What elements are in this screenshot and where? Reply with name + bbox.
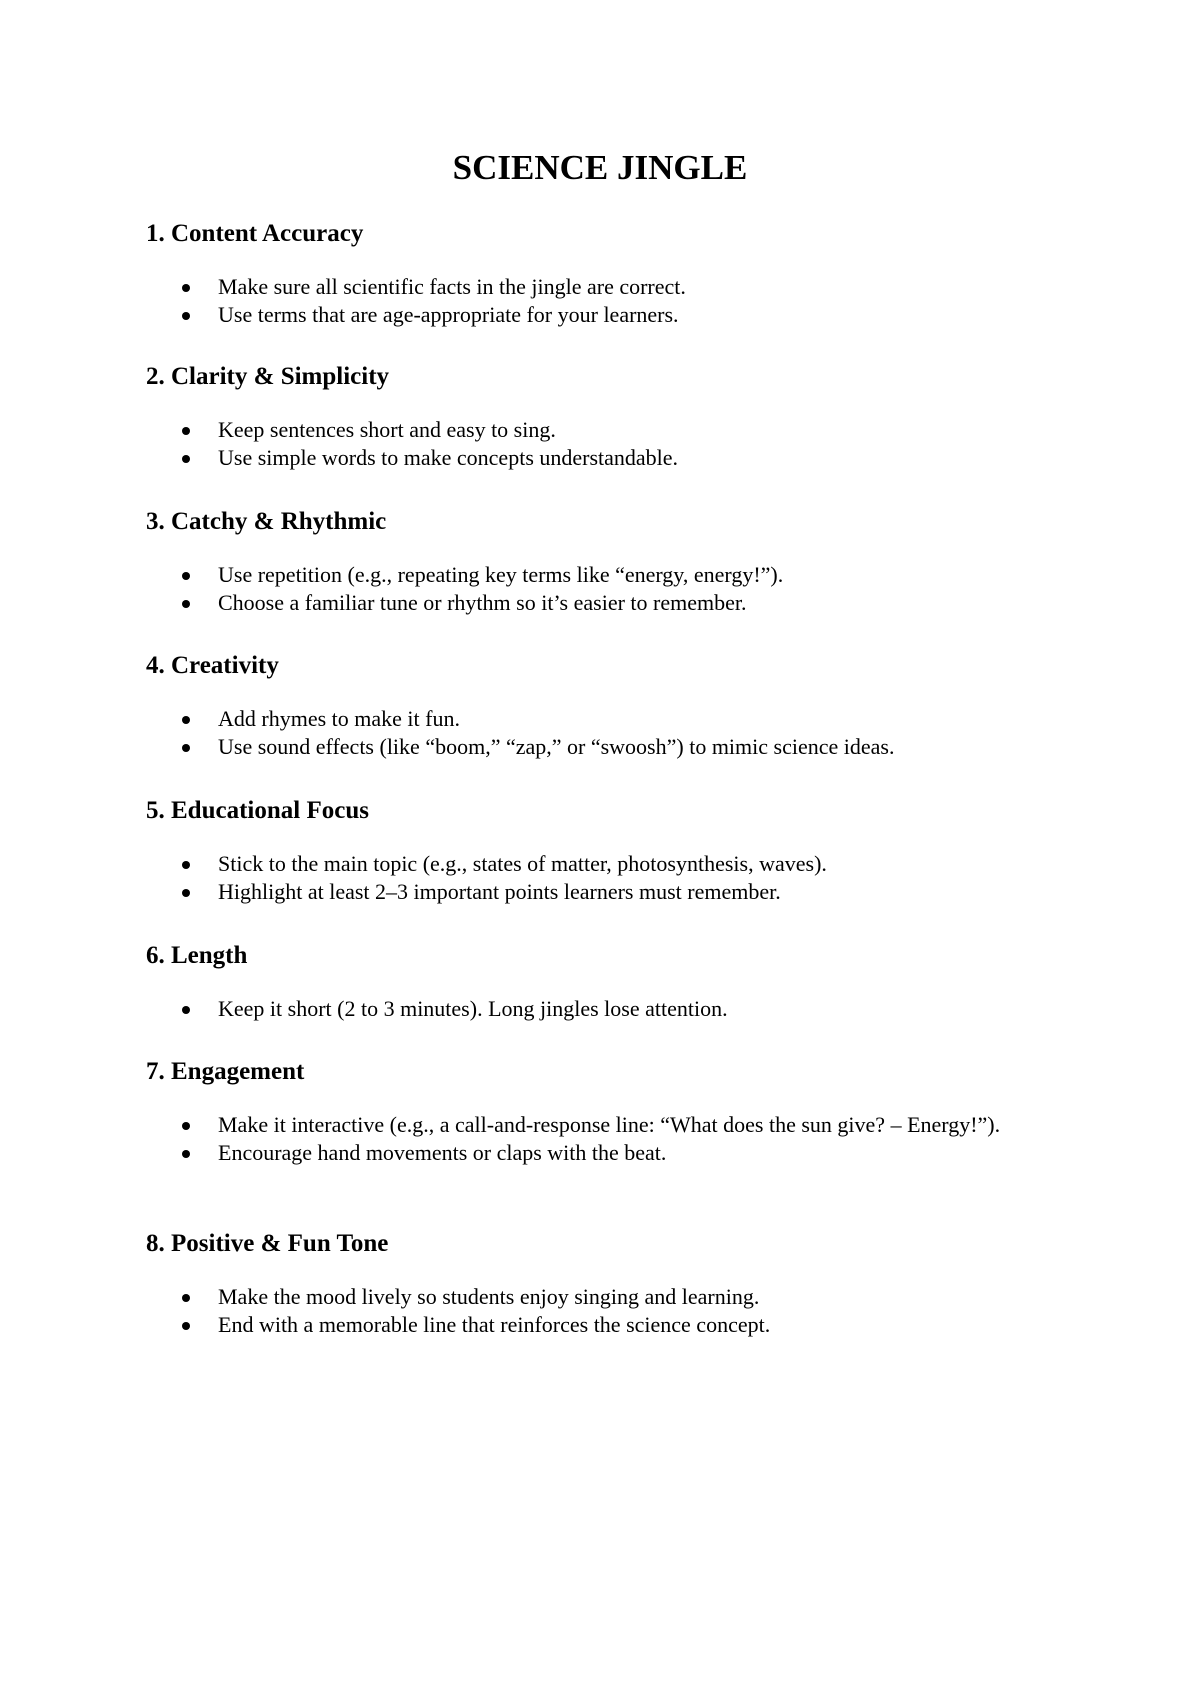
bullet-icon	[182, 284, 190, 292]
bullet-icon	[182, 1322, 190, 1330]
list-item-text: Encourage hand movements or claps with the beat.	[218, 1140, 667, 1165]
list-item-text: Stick to the main topic (e.g., states of matter, photosynthesis, waves).	[218, 851, 827, 876]
list-item	[146, 301, 1058, 329]
bullet-icon	[182, 1006, 190, 1014]
bullet-icon	[182, 427, 190, 435]
section-creativity	[146, 649, 1066, 761]
page-title: SCIENCE JINGLE	[452, 148, 748, 187]
list-item	[146, 444, 1058, 472]
section-positive-fun-tone	[146, 1227, 1066, 1339]
bullet-icon	[182, 861, 190, 869]
bullet-list	[146, 273, 1066, 329]
bullet-icon	[182, 600, 190, 608]
list-item-text: Use terms that are age-appropriate for your learners.	[218, 302, 679, 327]
list-item-text: Use repetition (e.g., repeating key terms like “energy, energy!”).	[218, 562, 784, 587]
bullet-list	[146, 1111, 1066, 1167]
bullet-icon	[182, 744, 190, 752]
list-item	[146, 589, 1058, 617]
list-item	[146, 733, 1058, 761]
list-item-text: Use simple words to make concepts understandable.	[218, 445, 679, 470]
list-item-text: Highlight at least 2–3 important points learners must remember.	[218, 879, 781, 904]
section-heading: 2. Clarity & Simplicity	[146, 363, 390, 390]
section-educational-focus	[146, 794, 1066, 906]
section-heading: 5. Educational Focus	[146, 797, 369, 824]
bullet-list	[146, 1283, 1066, 1339]
bullet-icon	[182, 572, 190, 580]
section-content-accuracy	[146, 217, 1066, 329]
list-item-text: Use sound effects (like “boom,” “zap,” or “swoosh”) to mimic science ideas.	[218, 734, 895, 759]
section-heading: 6. Length	[146, 942, 248, 969]
list-item	[146, 273, 1058, 301]
section-heading: 7. Engagement	[146, 1058, 305, 1085]
list-item-text: End with a memorable line that reinforces the science concept.	[218, 1312, 771, 1337]
bullet-list	[146, 850, 1066, 906]
bullet-icon	[182, 716, 190, 724]
list-item	[146, 1139, 1058, 1167]
bullet-icon	[182, 1122, 190, 1130]
bullet-list	[146, 561, 1066, 617]
section-heading: 1. Content Accuracy	[146, 220, 364, 247]
section-heading: 3. Catchy & Rhythmic	[146, 508, 387, 535]
section-catchy-rhythmic	[146, 505, 1066, 617]
list-item-text: Add rhymes to make it fun.	[218, 706, 460, 731]
list-item	[146, 1111, 1058, 1139]
section-heading: 8. Positive & Fun Tone	[146, 1230, 389, 1257]
list-item	[146, 705, 1058, 733]
section-engagement	[146, 1055, 1066, 1167]
list-item-text: Choose a familiar tune or rhythm so it’s easier to remember.	[218, 590, 747, 615]
bullet-icon	[182, 455, 190, 463]
list-item-text: Keep it short (2 to 3 minutes). Long jingles lose attention.	[218, 996, 728, 1021]
list-item	[146, 1283, 1058, 1311]
bullet-icon	[182, 1294, 190, 1302]
list-item-text: Make the mood lively so students enjoy singing and learning.	[218, 1284, 760, 1309]
list-item	[146, 1311, 1058, 1339]
list-item	[146, 416, 1058, 444]
list-item-text: Keep sentences short and easy to sing.	[218, 417, 556, 442]
list-item-text: Make sure all scientific facts in the jingle are correct.	[218, 274, 686, 299]
bullet-icon	[182, 312, 190, 320]
bullet-list	[146, 995, 1066, 1023]
bullet-list	[146, 416, 1066, 472]
list-item	[146, 850, 1058, 878]
bullet-icon	[182, 1150, 190, 1158]
section-clarity-simplicity	[146, 360, 1066, 472]
list-item-text: Make it interactive (e.g., a call-and-response line: “What does the sun give? – Energy!”).	[218, 1112, 1001, 1137]
bullet-icon	[182, 889, 190, 897]
list-item	[146, 995, 1058, 1023]
section-length	[146, 939, 1066, 1023]
list-item	[146, 561, 1058, 589]
list-item	[146, 878, 1058, 906]
bullet-list	[146, 705, 1066, 761]
section-heading: 4. Creativity	[146, 652, 279, 679]
